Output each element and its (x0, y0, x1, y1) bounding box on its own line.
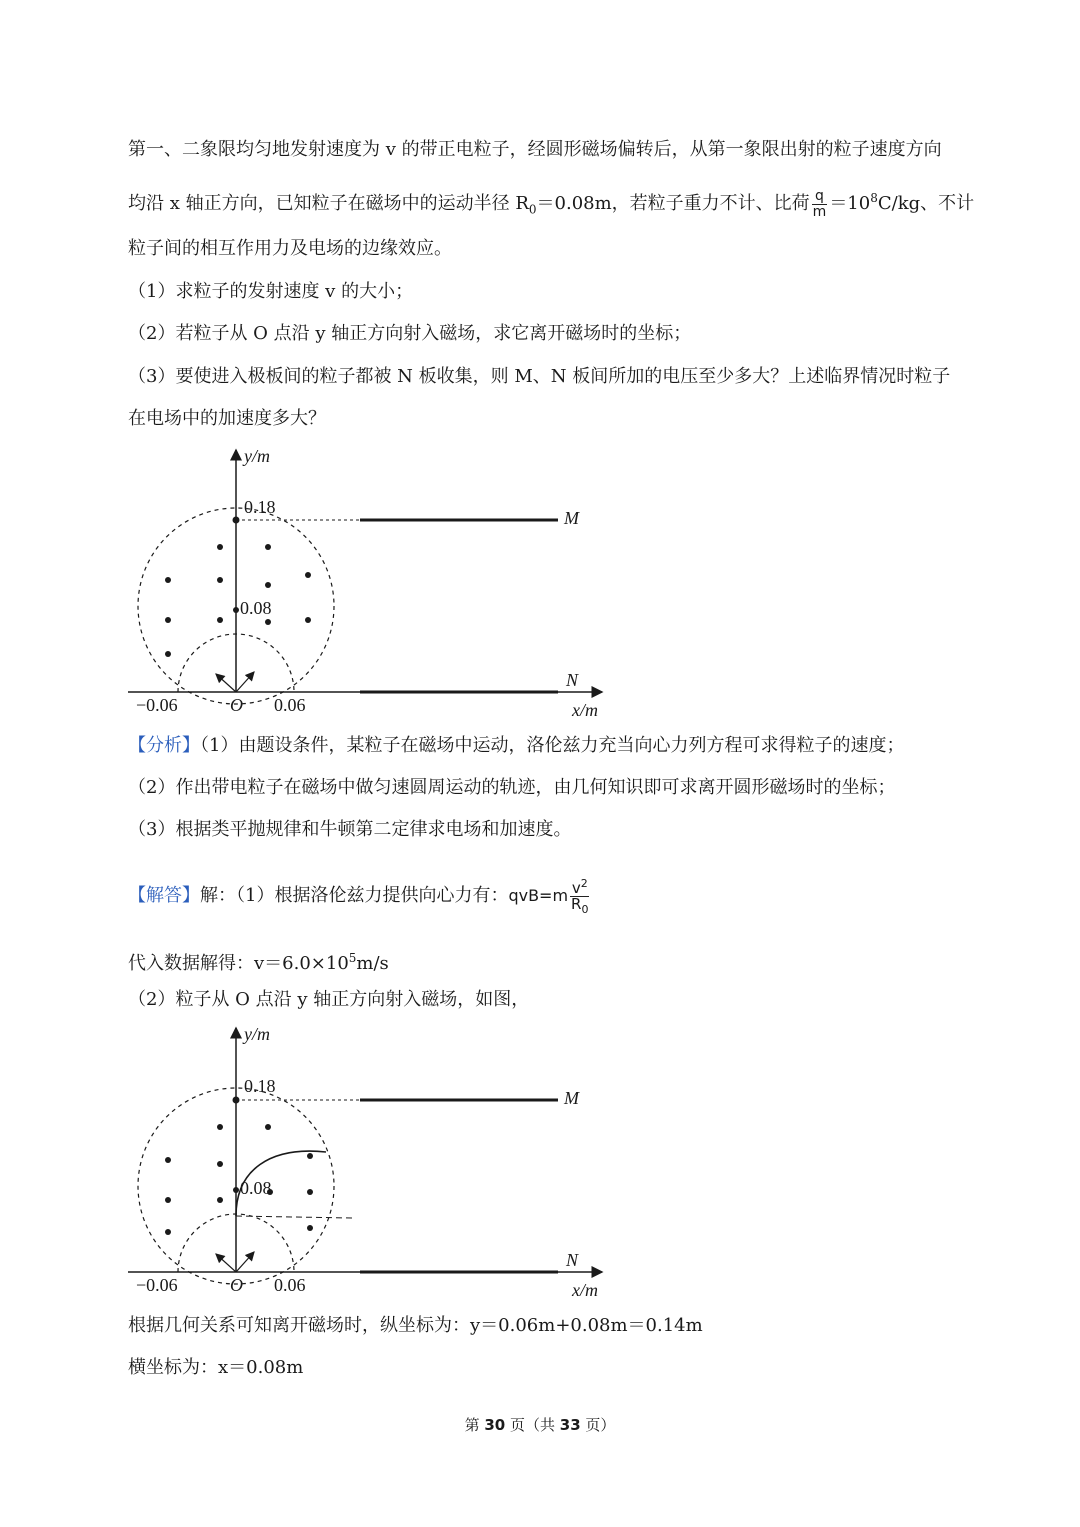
solution-text-2a: 代入数据解得：v＝6.0×10 (128, 953, 349, 974)
solution-line-3: （2）粒子从 O 点沿 y 轴正方向射入磁场，如图， (128, 989, 530, 1010)
exponent-8: 8 (870, 191, 878, 205)
y-axis-label: y/m (244, 446, 270, 466)
problem-line-2c: ＝10 (829, 193, 871, 214)
solution-line-2 (128, 946, 389, 976)
field-dots (165, 1124, 313, 1235)
formula-fraction (570, 876, 589, 917)
plate-n-label: N (566, 670, 579, 690)
analysis-tag: 【分析】 (128, 735, 200, 756)
tick-label-008: 0.08 (240, 598, 272, 618)
question-3-line-1: （3）要使进入极板间的粒子都被 N 板收集，则 M、N 板间所加的电压至少多大？上述临界情况时粒子 (128, 366, 951, 387)
origin-label: O (230, 695, 243, 715)
solution-text-2b: m/s (356, 953, 389, 974)
tick-label-018: 0.18 (244, 1076, 276, 1096)
exponent-5: 5 (348, 951, 357, 965)
x-axis-label: x/m (572, 1280, 598, 1300)
velocity-arrow-right (236, 1252, 254, 1272)
page-number: 30 (484, 1416, 506, 1434)
point-008 (233, 1187, 239, 1193)
origin-label: O (230, 1275, 243, 1295)
page-footer (0, 1414, 1080, 1435)
formula-r-sub: 0 (581, 903, 589, 916)
field-diagram-2 (120, 1020, 620, 1305)
footer-post: 页） (580, 1416, 616, 1434)
tick-label-neg006: −0.06 (136, 695, 178, 715)
solution-line-4: 根据几何关系可知离开磁场时，纵坐标为：y＝0.06m+0.08m＝0.14m (128, 1315, 703, 1336)
point-018 (233, 517, 240, 524)
lorentz-formula (508, 877, 591, 916)
footer-mid: 页（共 (505, 1416, 560, 1434)
question-1: （1）求粒子的发射速度 v 的大小； (128, 281, 414, 302)
problem-line-2d: C/kg、不计 (877, 193, 975, 214)
question-3-line-2: 在电场中的加速度多大？ (128, 408, 326, 429)
y-axis-label: y/m (244, 1024, 270, 1044)
tick-label-neg006: −0.06 (136, 1275, 178, 1295)
charge-mass-fraction (812, 189, 828, 220)
analysis-line-3: （3）根据类平抛规律和牛顿第二定律求电场和加速度。 (128, 819, 572, 840)
analysis-text-1: （1）由题设条件，某粒子在磁场中运动，洛伦兹力充当向心力列方程可求得粒子的速度； (200, 735, 905, 756)
problem-line-2a: 均沿 x 轴正方向，已知粒子在磁场中的运动半径 R (128, 193, 529, 214)
formula-denominator (570, 897, 589, 917)
solution-text-1: 解：（1）根据洛伦兹力提供向心力有： (200, 885, 509, 906)
plate-m-label: M (564, 508, 579, 528)
plate-m-label: M (564, 1088, 579, 1108)
r0-subscript: 0 (528, 202, 537, 217)
field-dots (165, 544, 311, 657)
tick-label-018: 0.18 (244, 497, 276, 517)
velocity-arrow-left (216, 1254, 236, 1272)
fraction-numerator: q (812, 189, 828, 205)
velocity-arrow-right (236, 672, 254, 692)
x-axis-label: x/m (572, 700, 598, 720)
point-018 (233, 1097, 240, 1104)
analysis-line-2: （2）作出带电粒子在磁场中做匀速圆周运动的轨迹，由几何知识即可求离开圆形磁场时的坐标； (128, 777, 896, 798)
formula-v: v (571, 879, 581, 897)
formula-square: 2 (580, 877, 588, 890)
analysis-line-1 (128, 734, 904, 758)
problem-line-3: 粒子间的相互作用力及电场的边缘效应。 (128, 238, 452, 259)
problem-line-1: 第一、二象限均匀地发射速度为 v 的带正电粒子，经圆形磁场偏转后，从第一象限出射的粒子速度方向 (128, 139, 942, 160)
problem-line-2b: ＝0.08m，若粒子重力不计、比荷 (536, 193, 810, 214)
plate-n-label: N (566, 1250, 579, 1270)
exit-dashed-line (236, 1216, 352, 1218)
solution-tag: 【解答】 (128, 885, 200, 906)
formula-numerator (570, 876, 589, 897)
formula-r: R (571, 895, 582, 913)
fraction-denominator: m (812, 203, 827, 220)
velocity-arrow-left (216, 674, 236, 692)
tick-label-008: 0.08 (240, 1178, 272, 1198)
field-diagram-1 (120, 440, 620, 725)
solution-line-5: 横坐标为：x＝0.08m (128, 1357, 304, 1378)
footer-pre: 第 (464, 1416, 485, 1434)
point-008 (233, 607, 239, 613)
formula-left: qvB=m (508, 886, 569, 905)
problem-line-2 (128, 186, 974, 222)
page-total: 33 (559, 1416, 581, 1434)
tick-label-006: 0.06 (274, 695, 306, 715)
tick-label-006: 0.06 (274, 1275, 306, 1295)
question-2: （2）若粒子从 O 点沿 y 轴正方向射入磁场，求它离开磁场时的坐标； (128, 323, 692, 344)
solution-line-1 (128, 876, 591, 917)
